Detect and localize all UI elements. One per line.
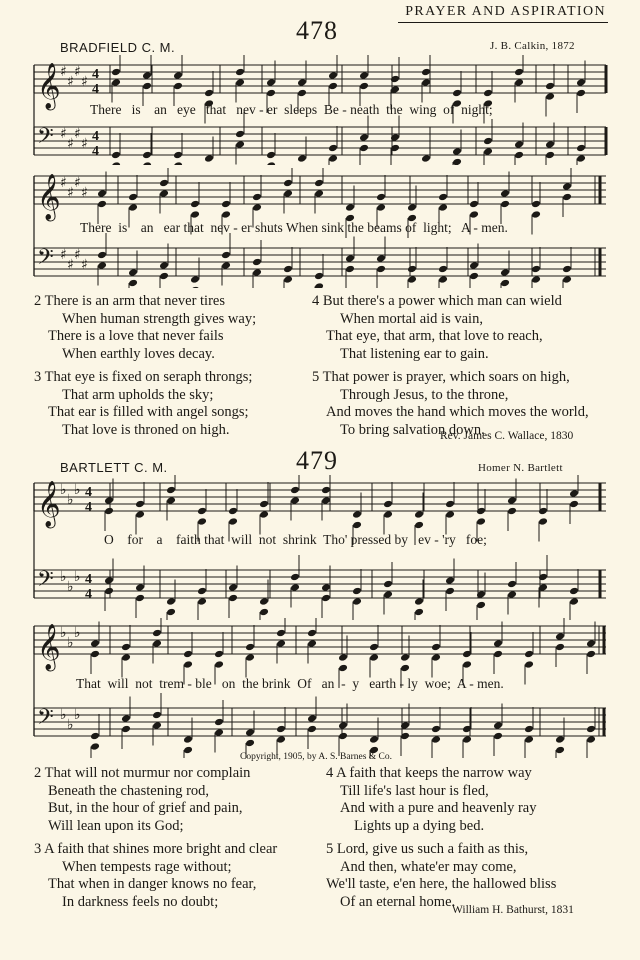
verse-line: Will lean upon its God; — [48, 817, 184, 834]
verse-line: That when in danger knows no fear, — [48, 876, 257, 892]
verse-line: And with a pure and heavenly ray — [340, 800, 537, 816]
flat-icon: ♭ — [74, 625, 81, 641]
lyric-line: O for a faith that will not shrink Tho' pressed by ev - 'ry foe; — [104, 532, 487, 547]
bass-clef-icon: 𝄢 — [37, 567, 54, 597]
verse-line: That listening ear to gain. — [340, 345, 489, 362]
svg-text:4: 4 — [85, 587, 92, 602]
sharp-icon: ♯ — [74, 175, 81, 191]
treble-clef-icon: 𝄞 — [37, 624, 61, 670]
flat-icon: ♭ — [60, 482, 67, 498]
verse: 5 That power is prayer, which soars on high, — [312, 369, 570, 385]
verse-line: Beneath the chastening rod, — [48, 782, 210, 799]
verse-line: When earthly loves decay. — [62, 345, 215, 362]
verse-line: We'll taste, e'en here, the hallowed bliss — [326, 876, 557, 892]
verse-line: When human strength gives way; — [62, 310, 257, 327]
sharp-icon: ♯ — [81, 257, 88, 273]
flat-icon: ♭ — [74, 707, 81, 723]
tune-name: BRADFIELD C. M. — [60, 40, 176, 55]
verse: 5 Lord, give us such a faith as this, — [326, 841, 529, 857]
verse-column-left — [34, 765, 334, 911]
verse-column-right — [326, 765, 616, 911]
verse-line: To bring salvation down. — [340, 421, 485, 438]
lyric-line: There is an eye that nev - er sleeps Be - neath the wing of night; — [90, 102, 493, 117]
verse-line: And then, whate'er may come, — [340, 858, 517, 875]
flat-icon: ♭ — [67, 635, 74, 651]
bass-clef-icon: 𝄢 — [37, 245, 54, 275]
author-attribution: William H. Bathurst, 1831 — [452, 904, 574, 916]
verse-line: In darkness feels no doubt; — [62, 893, 219, 910]
verse: 2 That will not murmur nor complain — [34, 765, 251, 781]
copyright-notice: Copyright, 1905, by A. S. Barnes & Co. — [240, 752, 393, 762]
verse-line: When mortal aid is vain, — [340, 310, 483, 327]
svg-text:4: 4 — [85, 572, 92, 587]
sharp-icon: ♯ — [60, 247, 67, 263]
verse-line: But, in the hour of grief and pain, — [48, 800, 243, 816]
verse-column-right — [312, 293, 612, 439]
lyric-line: That will not trem - ble on the brink Of an - y earth - ly woe; A - men. — [76, 676, 504, 691]
verse-line: That eye, that arm, that love to reach, — [326, 328, 543, 344]
svg-text:4: 4 — [92, 144, 99, 159]
sharp-icon: ♯ — [67, 136, 74, 152]
tune-name: BARTLETT C. M. — [60, 460, 168, 475]
svg-text:4: 4 — [85, 485, 92, 500]
lyric-line: There is an ear that nev - er shuts When sink the beams of light; A - men. — [80, 220, 508, 235]
flat-icon: ♭ — [74, 569, 81, 585]
verse-line: When tempests rage without; — [62, 858, 232, 875]
sharp-icon: ♯ — [60, 64, 67, 80]
sharp-icon: ♯ — [74, 64, 81, 80]
sharp-icon: ♯ — [74, 126, 81, 142]
verse-line: That ear is filled with angel songs; — [48, 404, 249, 420]
flat-icon: ♭ — [60, 707, 67, 723]
verse: 4 But there's a power which man can wield — [312, 293, 562, 309]
verse-line: Of an eternal home. — [340, 893, 456, 910]
verse-line: That arm upholds the sky; — [62, 386, 214, 403]
treble-clef-icon: 𝄞 — [37, 63, 61, 109]
verse-line: And moves the hand which moves the world, — [326, 404, 589, 420]
flat-icon: ♭ — [67, 579, 74, 595]
svg-text:4: 4 — [92, 82, 99, 97]
verse: 2 There is an arm that never tires — [34, 293, 225, 309]
treble-clef-icon: 𝄞 — [37, 174, 61, 220]
composer: Homer N. Bartlett — [478, 462, 563, 474]
verse: 4 A faith that keeps the narrow way — [326, 765, 532, 781]
verse-line: Through Jesus, to the throne, — [340, 386, 509, 403]
flat-icon: ♭ — [60, 625, 67, 641]
svg-text:4: 4 — [85, 500, 92, 515]
verse-line: Till life's last hour is fled, — [340, 782, 489, 799]
sharp-icon: ♯ — [60, 175, 67, 191]
verse-column-left — [34, 293, 324, 439]
sharp-icon: ♯ — [67, 257, 74, 273]
hymn-number: 479 — [296, 446, 338, 475]
section-title: PRAYER AND ASPIRATION — [405, 4, 606, 19]
verse-line: Lights up a dying bed. — [354, 817, 485, 834]
sharp-icon: ♯ — [67, 185, 74, 201]
svg-text:4: 4 — [92, 129, 99, 144]
treble-clef-icon: 𝄞 — [37, 481, 61, 527]
sharp-icon: ♯ — [67, 74, 74, 90]
sharp-icon: ♯ — [74, 247, 81, 263]
bass-clef-icon: 𝄢 — [37, 124, 54, 154]
verse-line: There is a love that never fails — [48, 328, 224, 344]
sharp-icon: ♯ — [81, 185, 88, 201]
verse-line: That love is throned on high. — [62, 421, 230, 438]
flat-icon: ♭ — [67, 492, 74, 508]
sharp-icon: ♯ — [81, 136, 88, 152]
author-attribution: Rev. James C. Wallace, 1830 — [440, 430, 574, 442]
sharp-icon: ♯ — [60, 126, 67, 142]
header-rule — [398, 22, 608, 23]
bass-clef-icon: 𝄢 — [37, 705, 54, 735]
hymn-number: 478 — [296, 16, 338, 45]
composer: J. B. Calkin, 1872 — [490, 40, 575, 52]
flat-icon: ♭ — [74, 482, 81, 498]
flat-icon: ♭ — [67, 717, 74, 733]
flat-icon: ♭ — [60, 569, 67, 585]
svg-text:4: 4 — [92, 67, 99, 82]
verse: 3 A faith that shines more bright and clear — [34, 841, 278, 857]
sharp-icon: ♯ — [81, 74, 88, 90]
verse: 3 That eye is fixed on seraph throngs; — [34, 369, 253, 385]
